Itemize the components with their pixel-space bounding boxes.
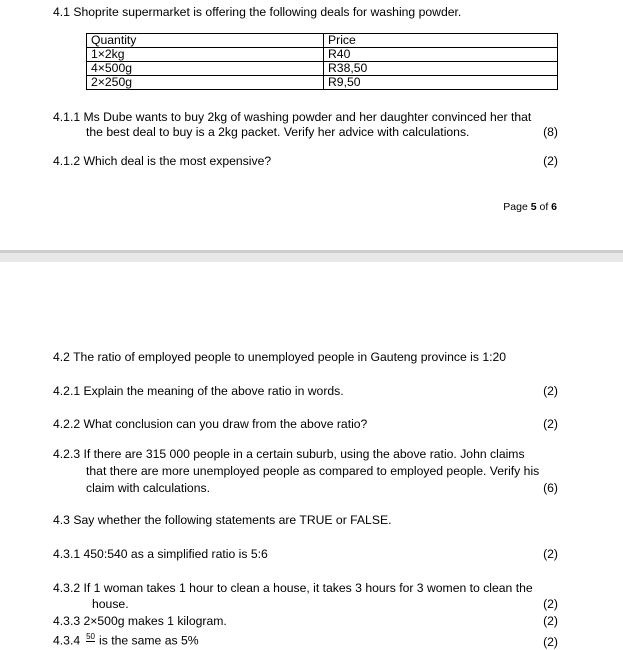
table-header-row [87, 34, 558, 48]
table-row [87, 48, 558, 62]
price-cell: R38,50 [324, 62, 558, 76]
header-price: Price [324, 34, 558, 48]
question-4-3-2-line2: house. [92, 597, 129, 611]
marks-4-3-2: (2) [543, 597, 558, 611]
table-row [87, 76, 558, 90]
quantity-cell: 2×250g [87, 76, 324, 90]
marks-4-2-3: (6) [543, 481, 558, 495]
question-4-2-3-line3: claim with calculations. [86, 481, 210, 495]
table-row [87, 62, 558, 76]
marks-4-2-2: (2) [543, 417, 558, 431]
deals-table [86, 33, 558, 90]
question-4-1: 4.1 Shoprite supermarket is offering the following deals for washing powder. [53, 5, 462, 19]
current-page: 5 [530, 201, 537, 213]
question-4-3-4 [53, 633, 199, 650]
question-4-1-1-continued: the best deal to buy is a 2kg packet. Verify her advice with calculations. [86, 125, 470, 139]
marks-4-3-4: (2) [543, 635, 558, 649]
header-quantity: Quantity [87, 34, 324, 48]
page-separator [0, 250, 623, 262]
quantity-cell: 1×2kg [87, 48, 324, 62]
fraction-numerator: 50 [86, 632, 96, 641]
document-page-5 [0, 0, 623, 250]
question-4-2: 4.2 The ratio of employed people to unemployed people in Gauteng province is 1:20 [53, 350, 507, 364]
page-of: of [536, 201, 552, 213]
question-4-1-2: 4.1.2 Which deal is the most expensive? [53, 154, 272, 168]
question-4-2-2: 4.2.2 What conclusion can you draw from the above ratio? [53, 417, 368, 431]
marks-4-2-1: (2) [543, 384, 558, 398]
fraction-denominator [86, 642, 95, 650]
fraction [86, 633, 95, 650]
question-text: is the same as 5% [99, 633, 199, 648]
question-4-3: 4.3 Say whether the following statements are TRUE or FALSE. [53, 513, 392, 527]
marks-4-1-2: (2) [543, 154, 558, 168]
marks-4-3-1: (2) [543, 547, 558, 561]
question-4-1-1: 4.1.1 Ms Dube wants to buy 2kg of washing powder and her daughter convinced her that [53, 110, 532, 124]
marks-4-1-1: (8) [543, 125, 558, 139]
question-4-3-1: 4.3.1 450:540 as a simplified ratio is 5:6 [53, 547, 268, 561]
question-4-3-3: 4.3.3 2×500g makes 1 kilogram. [53, 614, 227, 628]
question-4-2-3: 4.2.3 If there are 315 000 people in a certain suburb, using the above ratio. John claims [53, 447, 525, 461]
question-4-2-3-line2: that there are more unemployed people as compared to employed people. Verify his [86, 464, 540, 478]
question-4-3-2: 4.3.2 If 1 woman takes 1 hour to clean a house, it takes 3 hours for 3 women to clean the [53, 581, 533, 595]
total-pages: 6 [551, 201, 557, 213]
quantity-cell: 4×500g [87, 62, 324, 76]
page-number [503, 201, 557, 213]
price-cell: R40 [324, 48, 558, 62]
question-number: 4.3.4 [53, 633, 81, 648]
page-label: Page [503, 201, 531, 213]
price-cell: R9,50 [324, 76, 558, 90]
document-page-6 [0, 262, 623, 649]
marks-4-3-3: (2) [543, 614, 558, 628]
question-4-2-1: 4.2.1 Explain the meaning of the above ratio in words. [53, 384, 344, 398]
